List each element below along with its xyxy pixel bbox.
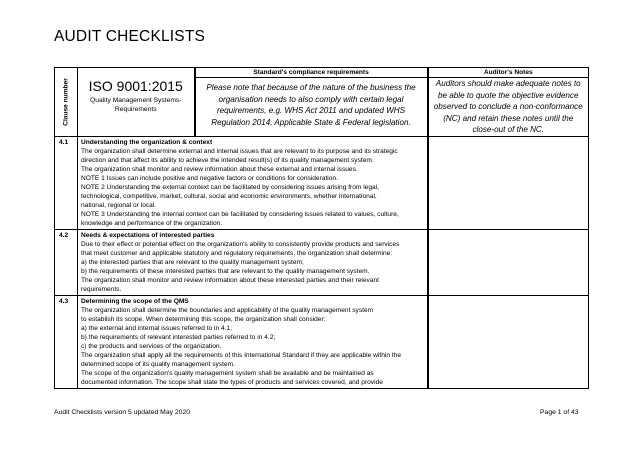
- clause-number: 4.1: [55, 136, 78, 229]
- auditor-notes-entry[interactable]: [428, 295, 589, 388]
- requirement-line: The organization shall determine the boundaries and applicability of the quality management system: [81, 306, 374, 314]
- footer-page-number: Page 1 of 43: [540, 409, 579, 416]
- requirement-line: b) the requirements of relevant interested parties referred to in 4.2;: [81, 333, 276, 341]
- requirement-line: The scope of the organization's quality management system shall be available and be maintained as: [81, 369, 374, 377]
- page-title: AUDIT CHECKLISTS: [54, 28, 206, 45]
- requirement-line: Due to their effect or potential effect on the organization's ability to consistently provide products and services: [81, 240, 400, 248]
- footer-version: Audit Checklists version 5 updated May 2020: [54, 409, 191, 416]
- requirement-line: knowledge and performance of the organization.: [81, 219, 223, 227]
- requirement-line: a) the external and internal issues referred to in 4.1;: [81, 324, 233, 332]
- requirement-line: requirements.: [81, 285, 122, 293]
- requirement-heading: Determining the scope of the QMS: [81, 297, 189, 305]
- requirement-line: NOTE 2 Understanding the external context can be facilitated by considering issues arising from legal,: [81, 183, 379, 191]
- compliance-header: Standard's compliance requirements: [195, 68, 428, 78]
- requirement-line: NOTE 3 Understanding the internal context can be facilitated by considering issues related to values, culture,: [81, 210, 399, 218]
- auditor-notes-instructions: Auditors should make adequate notes to be able to quote the objective evidence observed to conclude a non-conformance (NC) and retain these notes until the close-out of the NC.: [433, 79, 583, 135]
- requirement-line: The organization shall apply all the requirements of this International Standard if they are applicable within the: [81, 351, 401, 359]
- standard-title: ISO 9001:2015: [88, 78, 183, 94]
- auditor-notes-instructions-cell: [428, 78, 589, 137]
- requirement-heading: Needs & expectations of interested parties: [81, 231, 215, 239]
- compliance-note-cell: [195, 78, 428, 137]
- requirement-cell: [78, 136, 428, 229]
- requirement-line: that meet customer and applicable statutory and regulatory requirements, the organization shall determine:: [81, 249, 393, 257]
- header-row-top: [55, 68, 589, 78]
- table-row: [55, 295, 589, 388]
- standard-subtitle: Quality Management Systems-Requirements: [90, 97, 182, 113]
- requirement-line: NOTE 1 Issues can include positive and negative factors or conditions for consideration.: [81, 174, 338, 182]
- requirement-line: c) the products and services of the organization.: [81, 342, 222, 350]
- requirement-line: b) the requirements of these interested parties that are relevant to the quality management system.: [81, 267, 370, 275]
- requirement-heading: Understanding the organization & context: [81, 138, 213, 146]
- requirement-line: determined scope of its quality management system.: [81, 360, 235, 368]
- standard-cell: [78, 68, 195, 137]
- requirement-line: The organization shall monitor and review information about these interested parties and their relevant: [81, 276, 379, 284]
- auditor-notes-header: Auditor's Notes: [428, 68, 589, 78]
- requirement-line: to establish its scope. When determining this scope, the organization shall consider:: [81, 315, 326, 323]
- requirement-cell: [78, 295, 428, 388]
- table-row: [55, 229, 589, 295]
- auditor-notes-entry[interactable]: [428, 136, 589, 229]
- clause-number-header: [55, 68, 78, 137]
- clause-number-label: Clause number: [62, 78, 70, 126]
- audit-checklist-table: [54, 67, 589, 389]
- requirement-line: direction and that affect its ability to achieve the intended result(s) of its quality management system.: [81, 156, 374, 164]
- requirement-line: The organization shall determine external and internal issues that are relevant to its purpose and its strategic: [81, 147, 398, 155]
- clause-number: 4.2: [55, 229, 78, 295]
- requirement-line: a) the interested parties that are relevant to the quality management system;: [81, 258, 304, 266]
- requirement-line: documented information. The scope shall state the types of products and services covered, and provide: [81, 378, 383, 386]
- auditor-notes-entry[interactable]: [428, 229, 589, 295]
- requirement-cell: [78, 229, 428, 295]
- compliance-note: Please note that because of the nature of the business the organisation needs to also comply with certain legal requirements, e.g. WHS Act 2011 and updated WHS Regulation 2014, Applicable State & Federal legislation.: [206, 83, 416, 127]
- clause-number: 4.3: [55, 295, 78, 388]
- requirement-line: The organization shall monitor and review information about these external and internal issues.: [81, 165, 358, 173]
- requirement-line: national, regional or local.: [81, 201, 157, 209]
- requirement-line: technological, competitive, market, cultural, social and economic environments, whether international,: [81, 192, 377, 200]
- table-row: [55, 136, 589, 229]
